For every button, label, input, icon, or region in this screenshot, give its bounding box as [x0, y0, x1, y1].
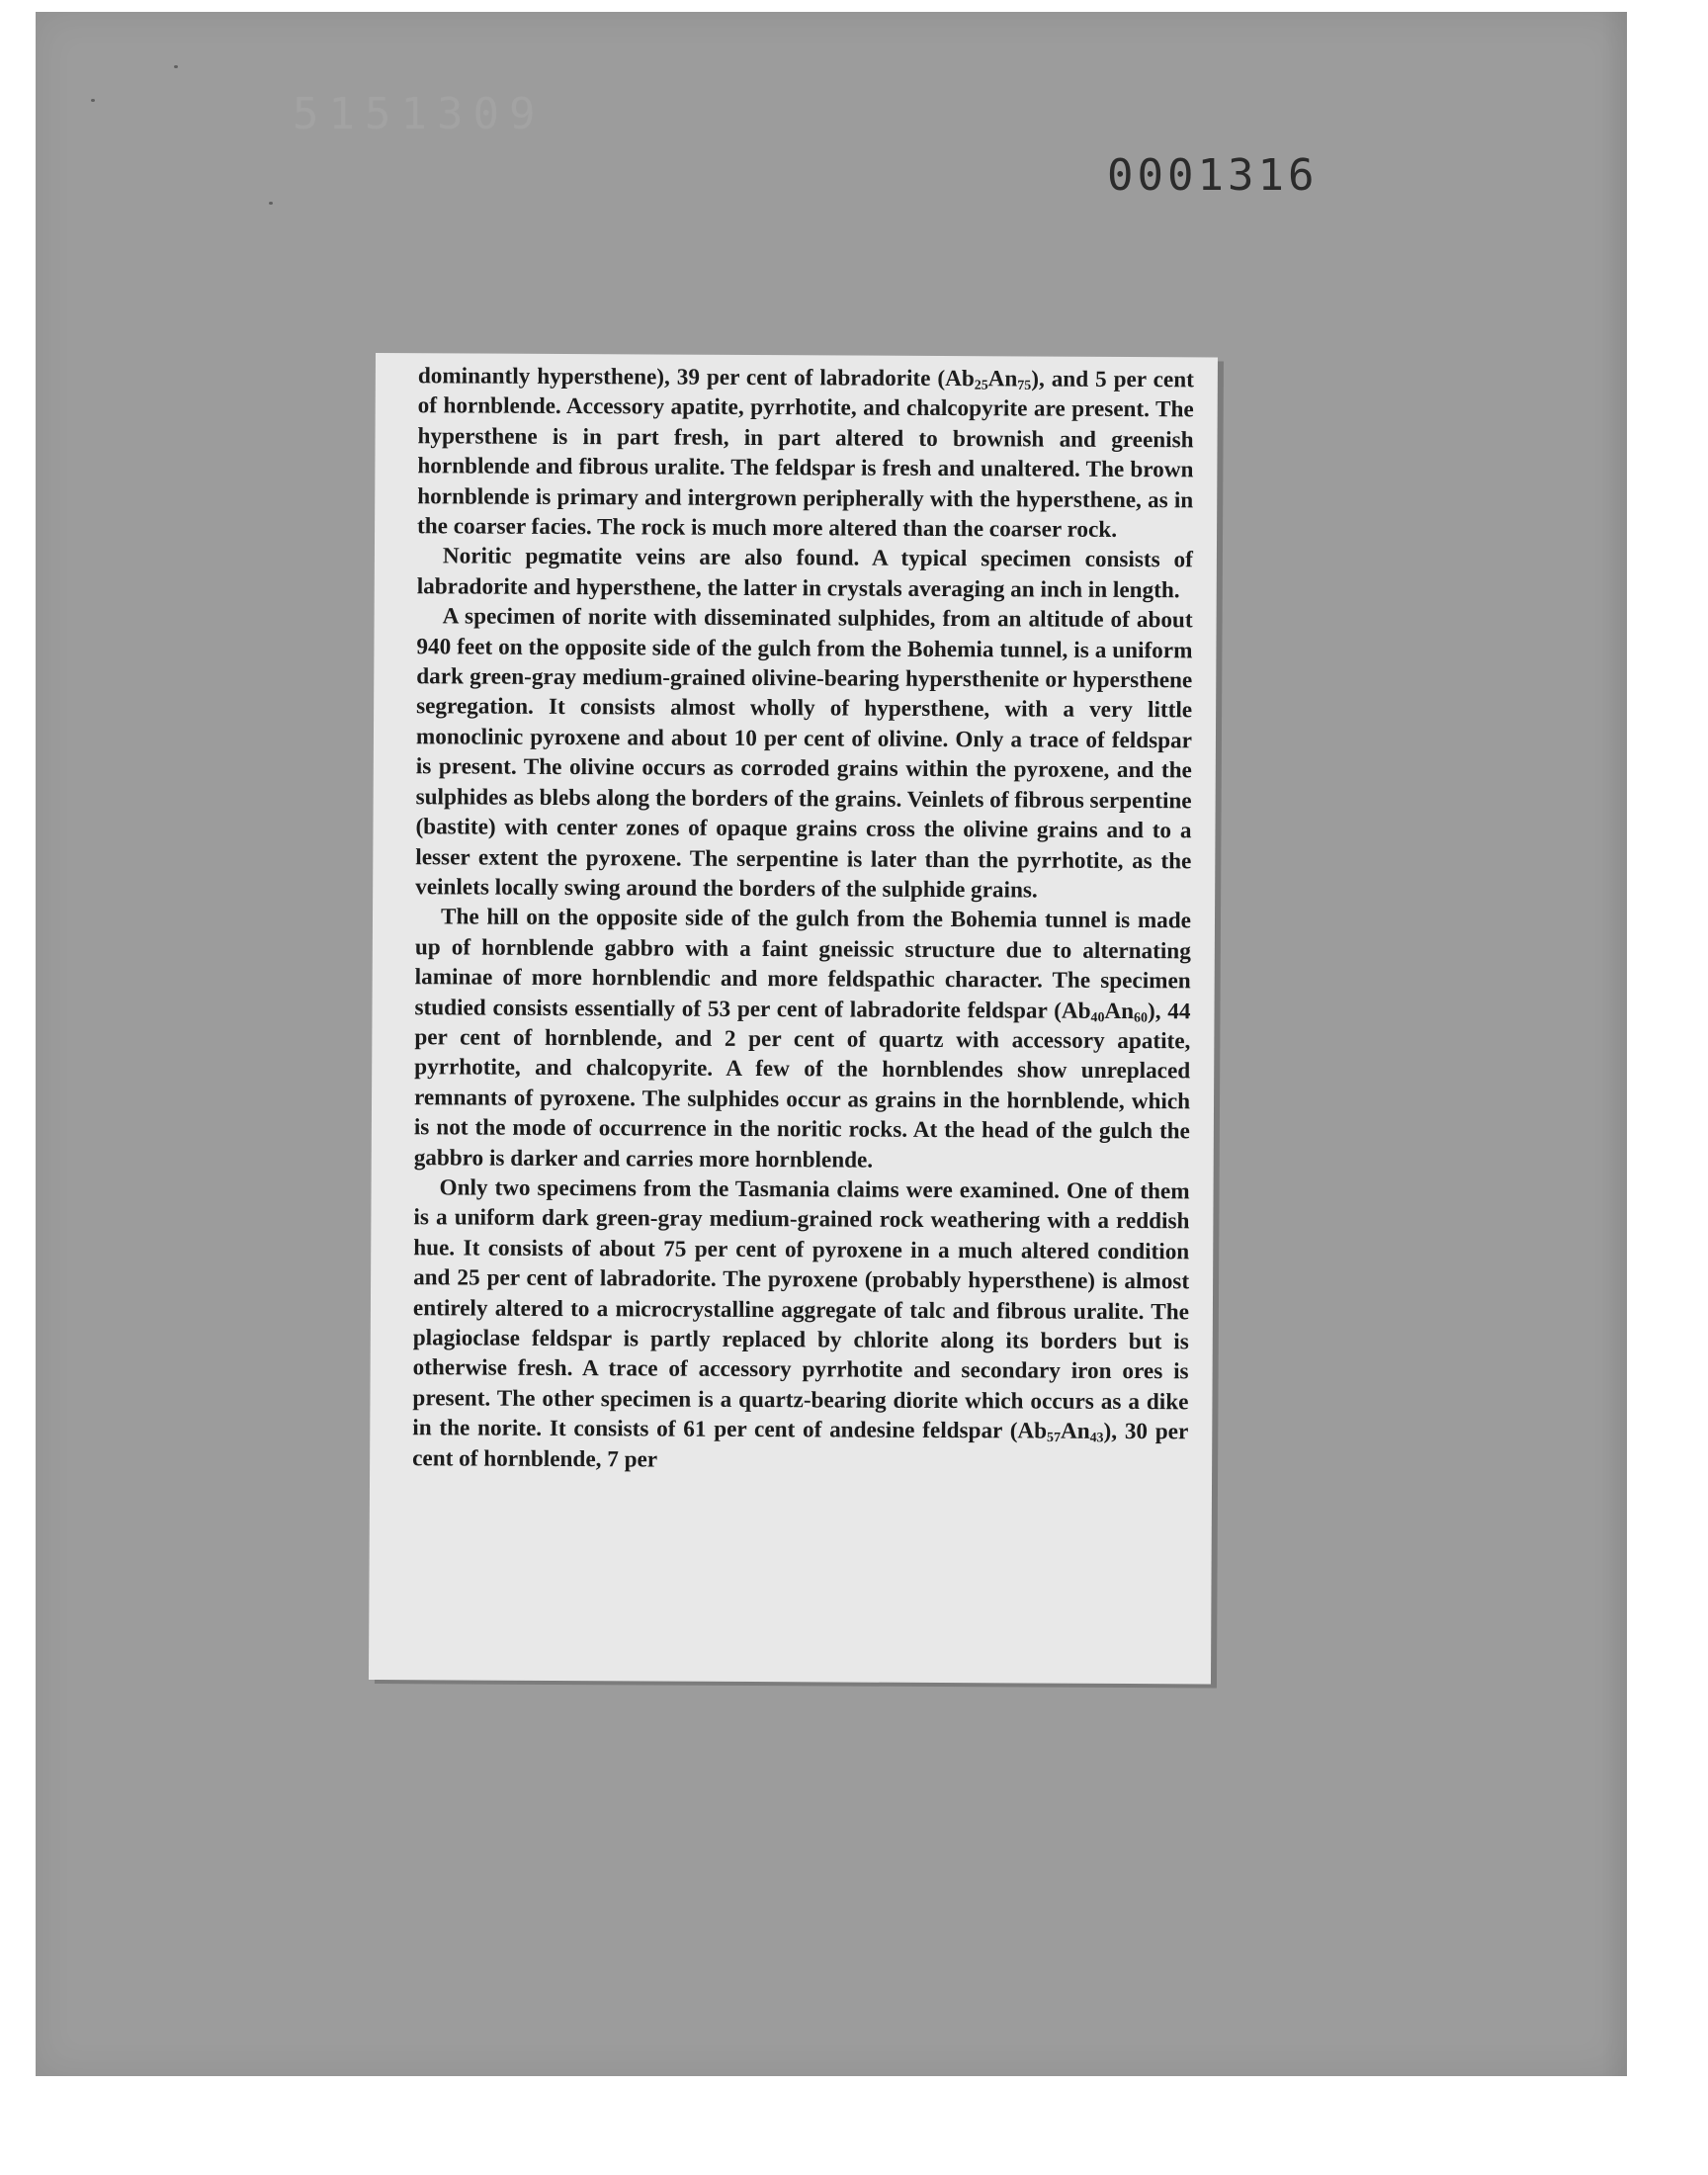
bottom-margin: [0, 2076, 1708, 2175]
paragraph-4: [414, 903, 1191, 1177]
paragraph-4-rest: ), 44 per cent of hornblende, and 2 per cent of quartz with accessory apatite, pyrrhotite, and chalcopyrite. A few of the hornblendes show unreplaced remnants of pyroxene. The sulphides occur as grains in the hornblende, which is not the mode of occurrence in the noritic rocks. At the head of the gulch the gabbro is darker and carries more hornblende.: [413, 998, 1191, 1174]
dust-mark: [174, 65, 178, 68]
paragraph-5-text: Only two specimens from the Tasmania claims were examined. One of them is a uniform dark green-gray medium-grained rock weathering with a reddish hue. It consists of about 75 per cent of pyroxene in a much altered condition and 25 per cent of labradorite. The pyroxene (probably hypersthene) is almost entirely altered to a microcrystalline aggregate of talc and fibrous uralite. The plagioclase feldspar is partly replaced by chlorite along its borders but is otherwise fresh. A trace of accessory pyrrhotite and secondary iron ores is present. The other specimen is a quartz-bearing diorite which occurs as a dike in the norite. It consists of 61 per cent of andesine feldspar (Ab: [412, 1174, 1190, 1444]
subscript: 57: [1047, 1431, 1062, 1446]
paragraph-5: [412, 1173, 1190, 1477]
paragraph-2: Noritic pegmatite veins are also found. A typical specimen consists of labradorite and hypersthene, the latter in crystals averaging an inch in length.: [416, 543, 1193, 604]
paragraph-1: [417, 361, 1194, 546]
subscript: 43: [1089, 1431, 1104, 1446]
paragraph-4-text: The hill on the opposite side of the gulch from the Bohemia tunnel is made up of hornblende gabbro with a faint gneissic structure due to alternating laminae of more hornblendic and more feldspathic character. The specimen studied consists essentially of 53 per cent of labradorite feldspar (Ab: [414, 904, 1192, 1024]
clipping-body: [412, 361, 1194, 1477]
formula-text: An: [1060, 1418, 1090, 1445]
accession-number: 0001316: [1107, 150, 1319, 201]
paragraph-3: A specimen of norite with disseminated sulphides, from an altitude of about 940 feet on the opposite side of the gulch from the Bohemia tunnel, is a uniform dark green-gray medium-grained olivine-bearing hypersthenite or hypersthene segregation. It consists almost wholly of hypersthene, with a very little monoclinic pyroxene and about 10 per cent of olivine. Only a trace of feldspar is present. The olivine occurs as corroded grains within the pyroxene, and the sulphides as blebs along the borders of the grains. Veinlets of fibrous serpentine (bastite) with center zones of opaque grains cross the olivine grains and to a lesser extent the pyroxene. The serpentine is later than the pyrrhotite, as the veinlets locally swing around the borders of the sulphide grains.: [415, 603, 1193, 904]
paragraph-1-text: dominantly hypersthene), 39 per cent of labradorite (Ab: [417, 363, 975, 392]
dust-mark: [91, 99, 95, 102]
subscript: 75: [1017, 378, 1032, 393]
subscript: 25: [974, 378, 988, 393]
subscript: 60: [1134, 1010, 1149, 1026]
faint-stamp-number: 5151309: [293, 89, 546, 139]
formula-text: An: [1104, 998, 1135, 1024]
paragraph-5-rest: ), 30 per cent of hornblende, 7 per: [412, 1419, 1189, 1473]
formula-text: An: [987, 366, 1018, 392]
text-clipping: [369, 353, 1218, 1684]
dust-mark: [269, 202, 273, 205]
subscript: 40: [1090, 1009, 1105, 1025]
paragraph-1-rest: ), and 5 per cent of hornblende. Accessory apatite, pyrrhotite, and chalcopyrite are present. The hypersthene is in part fresh, in part altered to brownish and greenish hornblende and fibrous uralite. The feldspar is fresh and unaltered. The brown hornblende is primary and intergrown peripherally with the hypersthene, as in the coarser facies. The rock is much more altered than the coarser rock.: [417, 366, 1194, 543]
board-edge-shadow: [1601, 12, 1627, 2076]
